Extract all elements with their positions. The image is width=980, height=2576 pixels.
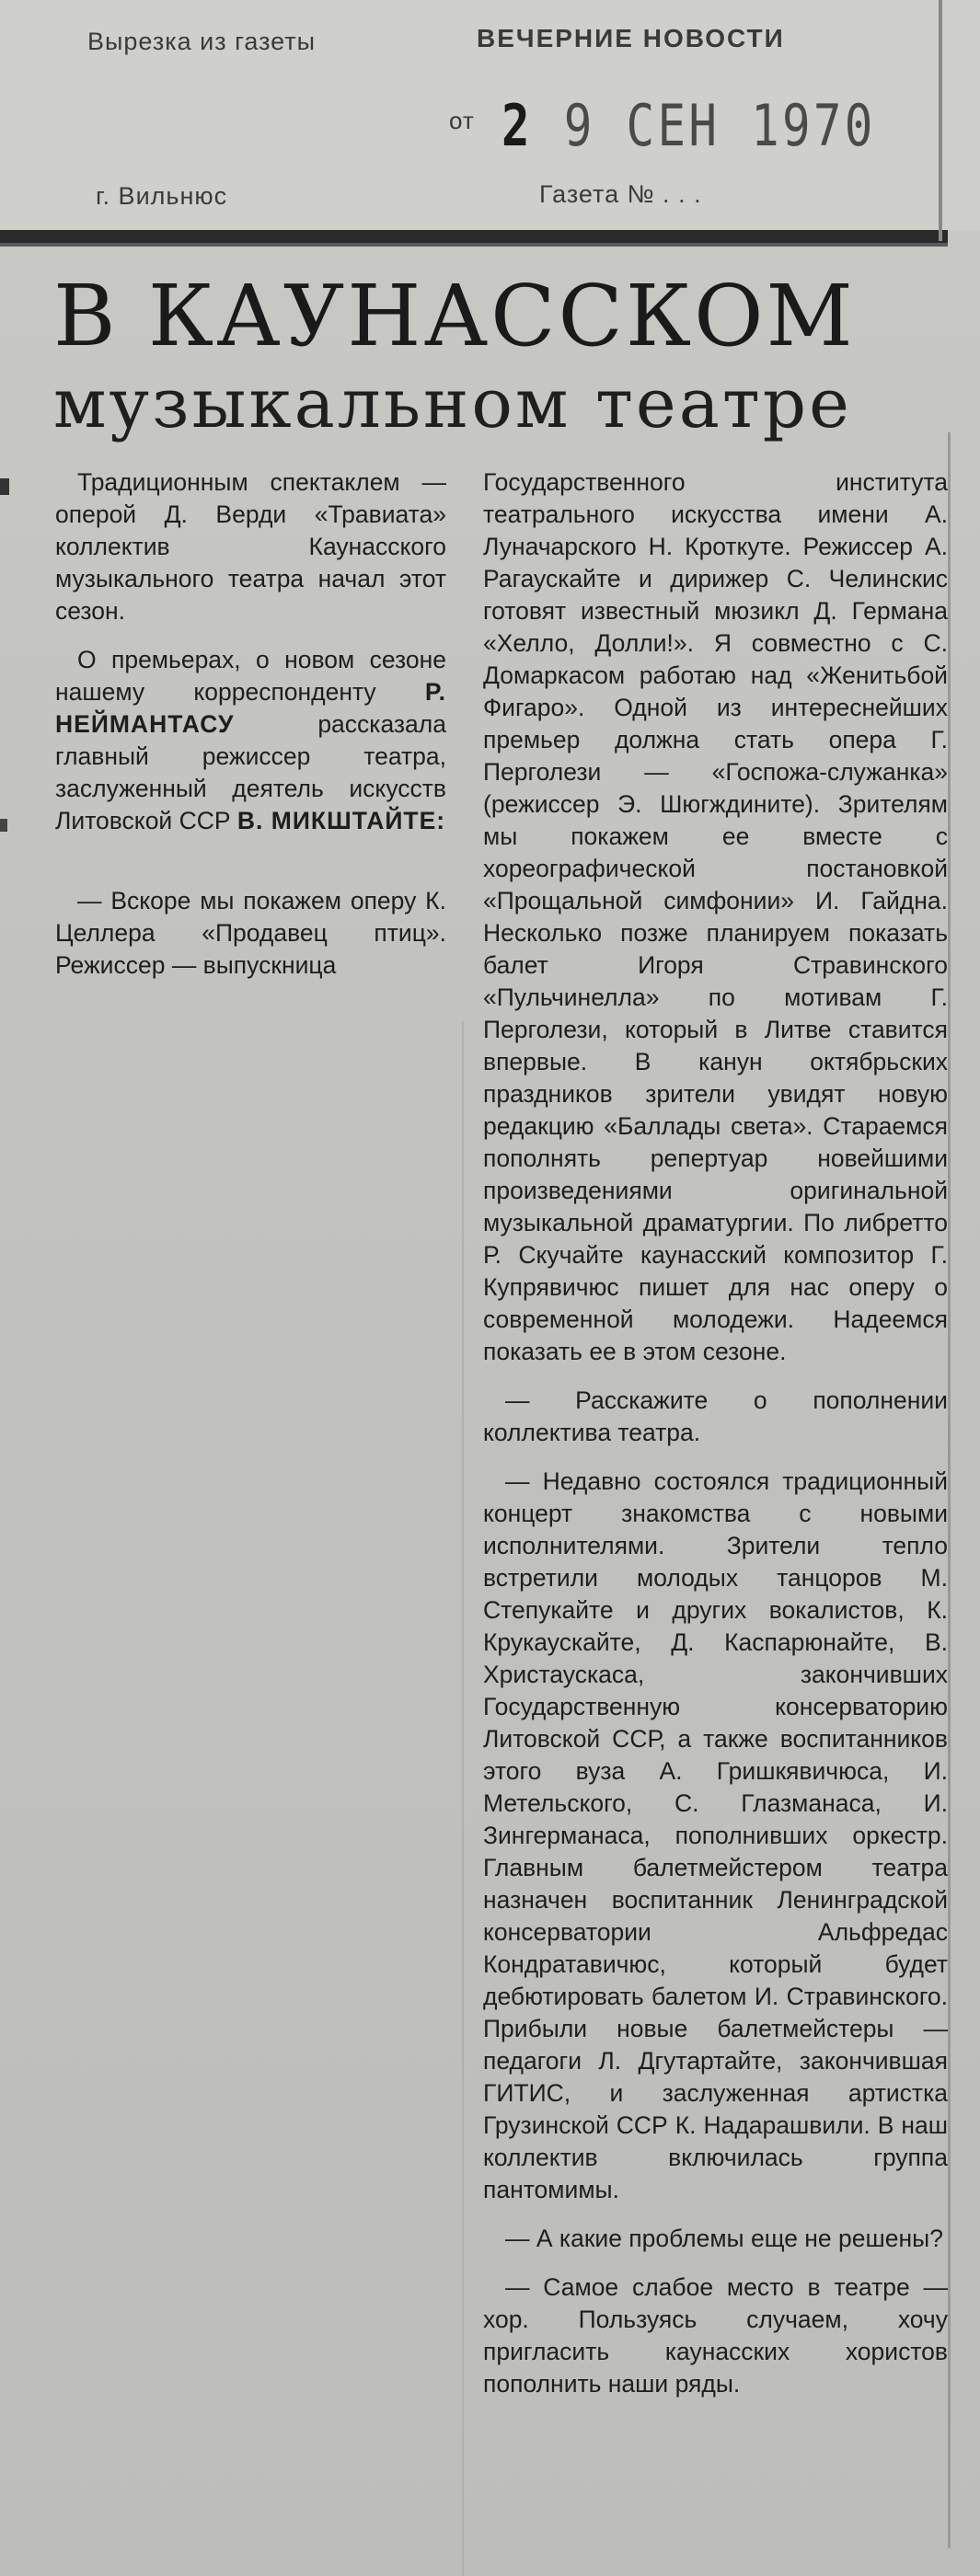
right-paragraph-2: — Расскажите о пополнении коллектива театра.	[483, 1386, 948, 1446]
intro-middle: рассказала главный режиссер театра, заслуженный деятель искусств Литовской ССР	[55, 710, 446, 834]
left-paragraph-1: Традиционным спектаклем — оперой Д. Верди «Травиата» коллектив Каунасского музыкального театра начал этот сезон.	[55, 468, 446, 625]
margin-mark-2	[0, 819, 7, 832]
city-label: г. Вильнюс	[96, 182, 228, 210]
right-paragraph-1: Государственного института театрального искусства имени А. Луначарского Н. Кроткуте. Режиссер А. Рагаускайте и дирижер С. Челинскис готовят известный мюзикл Д. Германа «Хелло, Долли!». Я совместно с С. Домаркасом работаю над «Женитьбой Фигаро». Одной из интереснейших премьер должна стать опера Г. Перголези — «Госпожа-служанка» (режиссер Э. Шюгждините). Зрителям мы покажем ее вместе с хореографической постановкой «Прощальной симфонии» И. Гайдна. Несколько позже планируем показать балет Игоря Стравинского «Пульчинелла» по мотивам Г. Перголези, который в Литве ставится впервые. В канун октябрьских праздников зрители увидят новую редакцию «Баллады света». Стараемся пополнять репертуар новейшими произведениями оригинальной музыкальной драматургии. По либретто Р. Скучайте каунасский композитор Г. Купрявичюс пишет для нас оперу о современной молодежи. Надеемся показать ее в этом сезоне.	[483, 468, 948, 1365]
header-edge-line	[939, 0, 942, 241]
right-paragraph-4: — А какие проблемы еще не решены?	[505, 2225, 943, 2252]
correspondent-name: Р. НЕЙМАНТАСУ	[55, 678, 446, 738]
column-fold-line	[462, 1021, 464, 2576]
date-stamp	[502, 92, 876, 159]
date-stamp-day: 2	[502, 92, 533, 159]
margin-mark	[0, 478, 9, 495]
article-right-column	[483, 466, 948, 2400]
date-stamp-rest: 9 СЕН 1970	[563, 92, 876, 159]
header-divider	[0, 230, 948, 247]
date-prefix: от	[449, 107, 475, 134]
clipping-right-edge	[948, 432, 951, 2548]
newspaper-name: ВЕЧЕРНИЕ НОВОСТИ	[477, 24, 785, 52]
director-name: В. МИКШТАЙТЕ:	[236, 807, 446, 834]
article-left-column	[55, 466, 446, 982]
article-title-line1: В КАУНАССКОМ	[53, 267, 856, 365]
right-paragraph-3: — Недавно состоялся традиционный концерт знакомства с новыми исполнителями. Зрители тепло встретили молодых танцоров М. Степукайте и других вокалистов, К. Крукаускайте, Д. Каспарюнайте, В. Христаускаса, закончивших Государственную консерваторию Литовской ССР, а также воспитанников этого вуза А. Гришкявичюса, И. Метельского, С. Глазманаса, И. Зингерманаса, пополнивших оркестр. Главным балетмейстером театра назначен воспитанник Ленинградской консерватории Альфредас Кондратавичюс, который будет дебютировать балетом И. Стравинского. Прибыли новые балетмейстеры — педагоги Л. Дгутартайте, закончившая ГИТИС, и заслуженная артистка Грузинской ССР К. Надарашвили. В наш коллектив включилась группа пантомимы.	[483, 1467, 948, 2203]
clipping-header	[0, 0, 980, 230]
right-paragraph-5: — Самое слабое место в театре — хор. Пользуясь случаем, хочу пригласить каунасских хористов пополнить наши ряды.	[483, 2273, 948, 2398]
issue-label: Газета № . . .	[539, 180, 702, 208]
left-paragraph-2	[55, 644, 446, 837]
left-paragraph-3: — Вскоре мы покажем оперу К. Целлера «Продавец птиц». Режиссер — выпускница	[55, 887, 446, 979]
clipping-label: Вырезка из газеты	[87, 28, 317, 55]
intro-text: О премьерах, о новом сезоне нашему корреспонденту	[55, 646, 446, 706]
article-title-line2: музыкальном театре	[53, 364, 852, 443]
